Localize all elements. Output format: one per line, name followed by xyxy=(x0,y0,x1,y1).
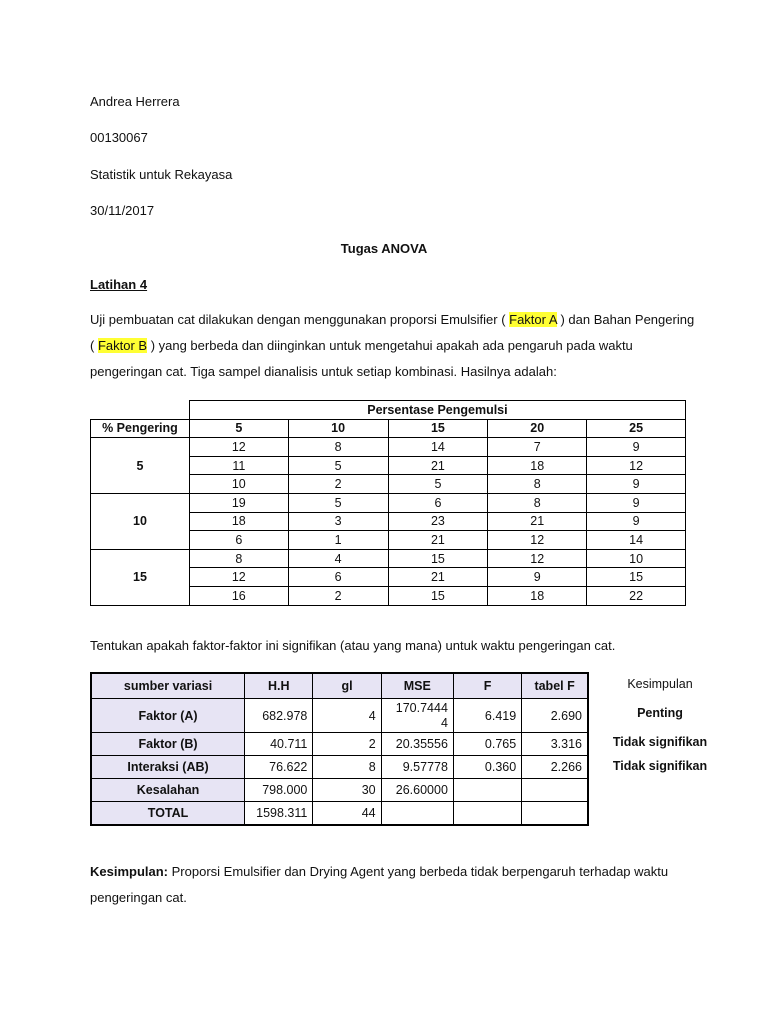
anova-cell-gl: 2 xyxy=(313,733,381,756)
anova-cell-f xyxy=(453,802,521,826)
intro-paragraph xyxy=(90,307,695,385)
table-cell: 15 xyxy=(388,586,488,605)
anova-cell-f xyxy=(453,779,521,802)
table-cell: 12 xyxy=(488,549,587,568)
anova-source: TOTAL xyxy=(91,802,245,826)
anova-row xyxy=(91,779,588,802)
table-cell: 21 xyxy=(388,456,488,475)
conclusion-header: Kesimpulan xyxy=(627,677,693,691)
anova-cell-hh: 76.622 xyxy=(245,756,313,779)
anova-cell-mse: 26.60000 xyxy=(381,779,453,802)
column-header: 10 xyxy=(288,419,388,438)
group-label: 10 xyxy=(91,493,190,549)
table-cell: 12 xyxy=(189,438,288,457)
table-cell: 15 xyxy=(388,549,488,568)
student-id: 00130067 xyxy=(90,130,148,145)
intro-text-4: ) yang berbeda dan diinginkan untuk mengetahui apakah ada pengaruh pada waktu xyxy=(147,338,633,353)
table-cell: 14 xyxy=(587,531,686,550)
anova-cell-tabel: 2.266 xyxy=(522,756,588,779)
table-cell: 15 xyxy=(587,568,686,587)
table-row xyxy=(91,493,686,512)
table-cell: 10 xyxy=(189,475,288,494)
document-date: 30/11/2017 xyxy=(90,203,155,218)
table-cell: 8 xyxy=(288,438,388,457)
anova-cell-gl: 4 xyxy=(313,699,381,733)
anova-cell-gl: 8 xyxy=(313,756,381,779)
data-table xyxy=(90,400,686,606)
table-row xyxy=(91,549,686,568)
anova-header: H.H xyxy=(245,673,313,699)
table-corner xyxy=(91,401,190,420)
anova-cell-gl: 44 xyxy=(313,802,381,826)
anova-cell-f: 0.765 xyxy=(453,733,521,756)
table-cell: 8 xyxy=(488,475,587,494)
anova-header: F xyxy=(453,673,521,699)
table-cell: 3 xyxy=(288,512,388,531)
table-cell: 18 xyxy=(488,456,587,475)
anova-header: tabel F xyxy=(522,673,588,699)
table-cell: 2 xyxy=(288,475,388,494)
table-cell: 18 xyxy=(488,586,587,605)
anova-cell-mse: 20.35556 xyxy=(381,733,453,756)
anova-cell-mse: 9.57778 xyxy=(381,756,453,779)
table-cell: 12 xyxy=(189,568,288,587)
highlight-faktor-b: Faktor B xyxy=(97,338,148,353)
anova-cell-mse: 170.7444 4 xyxy=(381,699,453,733)
anova-cell-tabel xyxy=(522,779,588,802)
anova-header: sumber variasi xyxy=(91,673,245,699)
table-cell: 10 xyxy=(587,549,686,568)
conclusion-text: Proporsi Emulsifier dan Drying Agent yang berbeda tidak berpengaruh terhadap waktu xyxy=(168,864,669,879)
table-top-header: Persentase Pengemulsi xyxy=(189,401,685,420)
table-cell: 5 xyxy=(288,493,388,512)
anova-header: gl xyxy=(313,673,381,699)
table-cell: 5 xyxy=(288,456,388,475)
column-header: 25 xyxy=(587,419,686,438)
anova-row xyxy=(91,733,588,756)
anova-cell-mse xyxy=(381,802,453,826)
table-cell: 12 xyxy=(587,456,686,475)
anova-conclusion: Penting xyxy=(637,706,683,720)
group-label: 5 xyxy=(91,438,190,494)
table-cell: 21 xyxy=(388,531,488,550)
anova-row xyxy=(91,802,588,826)
anova-cell-hh: 40.711 xyxy=(245,733,313,756)
table-cell: 19 xyxy=(189,493,288,512)
course-name: Statistik untuk Rekayasa xyxy=(90,167,233,182)
table-cell: 16 xyxy=(189,586,288,605)
question-text: Tentukan apakah faktor-faktor ini signifikan (atau yang mana) untuk waktu pengeringan cat. xyxy=(90,638,616,653)
table-cell: 6 xyxy=(189,531,288,550)
column-header: 20 xyxy=(488,419,587,438)
anova-cell-gl: 30 xyxy=(313,779,381,802)
table-cell: 8 xyxy=(488,493,587,512)
anova-row xyxy=(91,756,588,779)
table-cell: 22 xyxy=(587,586,686,605)
table-cell: 21 xyxy=(388,568,488,587)
author-name: Andrea Herrera xyxy=(90,94,180,109)
anova-table xyxy=(90,672,589,826)
table-cell: 1 xyxy=(288,531,388,550)
anova-cell-f: 0.360 xyxy=(453,756,521,779)
table-cell: 21 xyxy=(488,512,587,531)
table-row xyxy=(91,438,686,457)
table-cell: 6 xyxy=(288,568,388,587)
anova-cell-hh: 798.000 xyxy=(245,779,313,802)
row-header-label: % Pengering xyxy=(91,419,190,438)
column-header: 5 xyxy=(189,419,288,438)
anova-cell-tabel xyxy=(522,802,588,826)
conclusion-text-2: pengeringan cat. xyxy=(90,890,187,905)
table-cell: 7 xyxy=(488,438,587,457)
table-cell: 9 xyxy=(587,438,686,457)
anova-source: Kesalahan xyxy=(91,779,245,802)
table-cell: 8 xyxy=(189,549,288,568)
document-title: Tugas ANOVA xyxy=(340,241,428,256)
anova-conclusion: Tidak signifikan xyxy=(612,759,708,773)
table-cell: 18 xyxy=(189,512,288,531)
section-heading: Latihan 4 xyxy=(90,277,148,292)
table-cell: 9 xyxy=(587,512,686,531)
intro-text-3: ( xyxy=(90,338,98,353)
anova-header: MSE xyxy=(381,673,453,699)
anova-source: Faktor (B) xyxy=(91,733,245,756)
table-cell: 12 xyxy=(488,531,587,550)
table-cell: 2 xyxy=(288,586,388,605)
table-cell: 23 xyxy=(388,512,488,531)
table-cell: 9 xyxy=(587,493,686,512)
table-cell: 9 xyxy=(587,475,686,494)
anova-row xyxy=(91,699,588,733)
intro-text-2: ) dan Bahan Pengering xyxy=(556,312,695,327)
anova-cell-tabel: 3.316 xyxy=(522,733,588,756)
group-label: 15 xyxy=(91,549,190,605)
anova-cell-tabel: 2.690 xyxy=(522,699,588,733)
table-cell: 14 xyxy=(388,438,488,457)
conclusion-label: Kesimpulan: xyxy=(90,864,169,879)
table-cell: 11 xyxy=(189,456,288,475)
table-cell: 4 xyxy=(288,549,388,568)
anova-conclusion: Tidak signifikan xyxy=(612,735,708,749)
anova-cell-f: 6.419 xyxy=(453,699,521,733)
conclusion-paragraph xyxy=(90,864,668,879)
intro-text-1: Uji pembuatan cat dilakukan dengan menggunakan proporsi Emulsifier ( xyxy=(90,312,510,327)
table-cell: 9 xyxy=(488,568,587,587)
anova-cell-hh: 1598.311 xyxy=(245,802,313,826)
table-cell: 5 xyxy=(388,475,488,494)
intro-text-5: pengeringan cat. Tiga sampel dianalisis untuk setiap kombinasi. Hasilnya adalah: xyxy=(90,364,557,379)
highlight-faktor-a: Faktor A xyxy=(509,312,557,327)
anova-source: Faktor (A) xyxy=(91,699,245,733)
anova-cell-hh: 682.978 xyxy=(245,699,313,733)
table-cell: 6 xyxy=(388,493,488,512)
column-header: 15 xyxy=(388,419,488,438)
anova-source: Interaksi (AB) xyxy=(91,756,245,779)
